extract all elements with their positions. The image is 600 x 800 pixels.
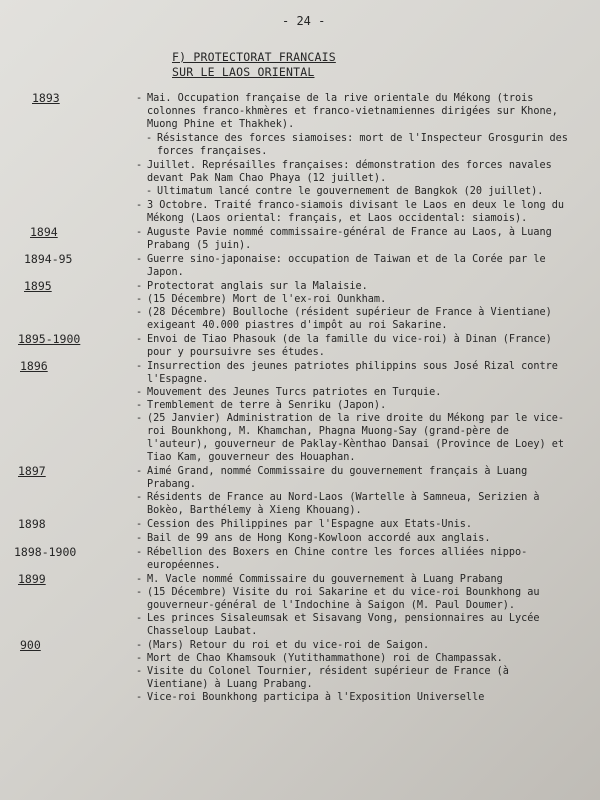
event-block [136, 132, 576, 158]
year-label: 1897 [18, 464, 46, 478]
chronology-entry [0, 280, 600, 332]
chronology-entry [0, 92, 600, 131]
chronology-entry [0, 360, 600, 464]
year-label: 900 [20, 638, 41, 652]
chronology-entry [0, 465, 600, 517]
event-block [136, 639, 576, 704]
event-block [136, 518, 576, 531]
event-item: - Rébellion des Boxers en Chine contre les forces alliées nippo-européennes. [136, 546, 576, 572]
event-block [136, 573, 576, 638]
event-block [136, 546, 576, 572]
event-block [136, 253, 576, 279]
event-item: - (15 Décembre) Visite du roi Sakarine et du vice-roi Bounkhong au gouverneur-général de l'Indochine à Saigon (M. Paul Doumer). [136, 586, 576, 612]
event-block [136, 465, 576, 517]
event-item: - Insurrection des jeunes patriotes philippins sous José Rizal contre l'Espagne. [136, 360, 576, 386]
event-item: - Envoi de Tiao Phasouk (de la famille du vice-roi) à Dinan (France) pour y poursuivre ses études. [136, 333, 576, 359]
event-block [136, 333, 576, 359]
year-label: 1895 [24, 279, 52, 293]
chronology-entry [0, 518, 600, 531]
event-item: - Auguste Pavie nommé commissaire-général de France au Laos, à Luang Prabang (5 juin). [136, 226, 576, 252]
year-label: 1898 [18, 517, 46, 531]
event-block [136, 226, 576, 252]
event-item: - (28 Décembre) Boulloche (résident supérieur de France à Vientiane) exigeant 40.000 piastres d'impôt au roi Sakarine. [136, 306, 576, 332]
event-block [136, 199, 576, 225]
page-number: - 24 - [282, 14, 326, 28]
year-label: 1894-95 [24, 252, 73, 266]
chronology-entry [0, 226, 600, 252]
event-block [136, 280, 576, 332]
chronology-entry [0, 573, 600, 638]
year-label: 1894 [30, 225, 58, 239]
event-item: - Bail de 99 ans de Hong Kong-Kowloon accordé aux anglais. [136, 532, 576, 545]
event-item: - Tremblement de terre à Senriku (Japon). [136, 399, 576, 412]
heading-line-1: F) PROTECTORAT FRANCAIS [172, 50, 336, 64]
year-label: 1896 [20, 359, 48, 373]
section-heading [172, 50, 336, 80]
year-label: 1899 [18, 572, 46, 586]
chronology-entry [0, 159, 600, 198]
year-label: 1895-1900 [18, 332, 81, 346]
event-item: - Guerre sino-japonaise: occupation de Taiwan et de la Corée par le Japon. [136, 253, 576, 279]
event-item: - Mai. Occupation française de la rive orientale du Mékong (trois colonnes franco-khmères et franco-vietnamiennes dirigées sur Khone, Muong Phine et Thakhek). [136, 92, 576, 131]
chronology-list [0, 92, 600, 705]
heading-line-2: SUR LE LAOS ORIENTAL [172, 65, 315, 79]
event-item: - Visite du Colonel Tournier, résident supérieur de France (à Vientiane) à Luang Prabang. [136, 665, 576, 691]
event-item: - Résidents de France au Nord-Laos (Wartelle à Samneua, Serizien à Bokèo, Barthélemy à Xieng Khouang). [136, 491, 576, 517]
event-item: - Vice-roi Bounkhong participa à l'Exposition Universelle [136, 691, 576, 704]
chronology-entry [0, 546, 600, 572]
event-item: - Ultimatum lancé contre le gouvernement de Bangkok (20 juillet). [146, 185, 576, 198]
event-item: - Les princes Sisaleumsak et Sisavang Vong, pensionnaires au Lycée Chasseloup Laubat. [136, 612, 576, 638]
event-block [136, 159, 576, 198]
event-item: - Cession des Philippines par l'Espagne aux Etats-Unis. [136, 518, 576, 531]
event-item: - 3 Octobre. Traité franco-siamois divisant le Laos en deux le long du Mékong (Laos oriental: français, et Laos occidental: siamois). [136, 199, 576, 225]
chronology-entry [0, 132, 600, 158]
chronology-entry [0, 639, 600, 704]
chronology-entry [0, 253, 600, 279]
event-item: - Juillet. Représailles françaises: démonstration des forces navales devant Pak Nam Chao Phaya (12 juillet). [136, 159, 576, 185]
chronology-entry [0, 532, 600, 545]
event-item: - Résistance des forces siamoises: mort de l'Inspecteur Grosgurin des forces françaises. [146, 132, 576, 158]
event-item: - M. Vacle nommé Commissaire du gouvernement à Luang Prabang [136, 573, 576, 586]
event-item: - (Mars) Retour du roi et du vice-roi de Saigon. [136, 639, 576, 652]
event-item: - (15 Décembre) Mort de l'ex-roi Ounkham. [136, 293, 576, 306]
event-block [136, 92, 576, 131]
chronology-entry [0, 333, 600, 359]
event-item: - (25 Janvier) Administration de la rive droite du Mékong par le vice-roi Bounkhong, M. Khamchan, Phagna Muong-Say (grand-père de l'auteur), gouverneur de Paklay-Kènthao Dansai (Province de Loey) et Tiao Kam, gouverneur des Houaphan. [136, 412, 576, 464]
event-block [136, 360, 576, 464]
year-label: 1893 [32, 91, 60, 105]
event-item: - Protectorat anglais sur la Malaisie. [136, 280, 576, 293]
event-item: - Mouvement des Jeunes Turcs patriotes en Turquie. [136, 386, 576, 399]
event-item: - Aimé Grand, nommé Commissaire du gouvernement français à Luang Prabang. [136, 465, 576, 491]
event-block [136, 532, 576, 545]
event-item: - Mort de Chao Khamsouk (Yutithammathone) roi de Champassak. [136, 652, 576, 665]
chronology-entry [0, 199, 600, 225]
year-label: 1898-1900 [14, 545, 77, 559]
